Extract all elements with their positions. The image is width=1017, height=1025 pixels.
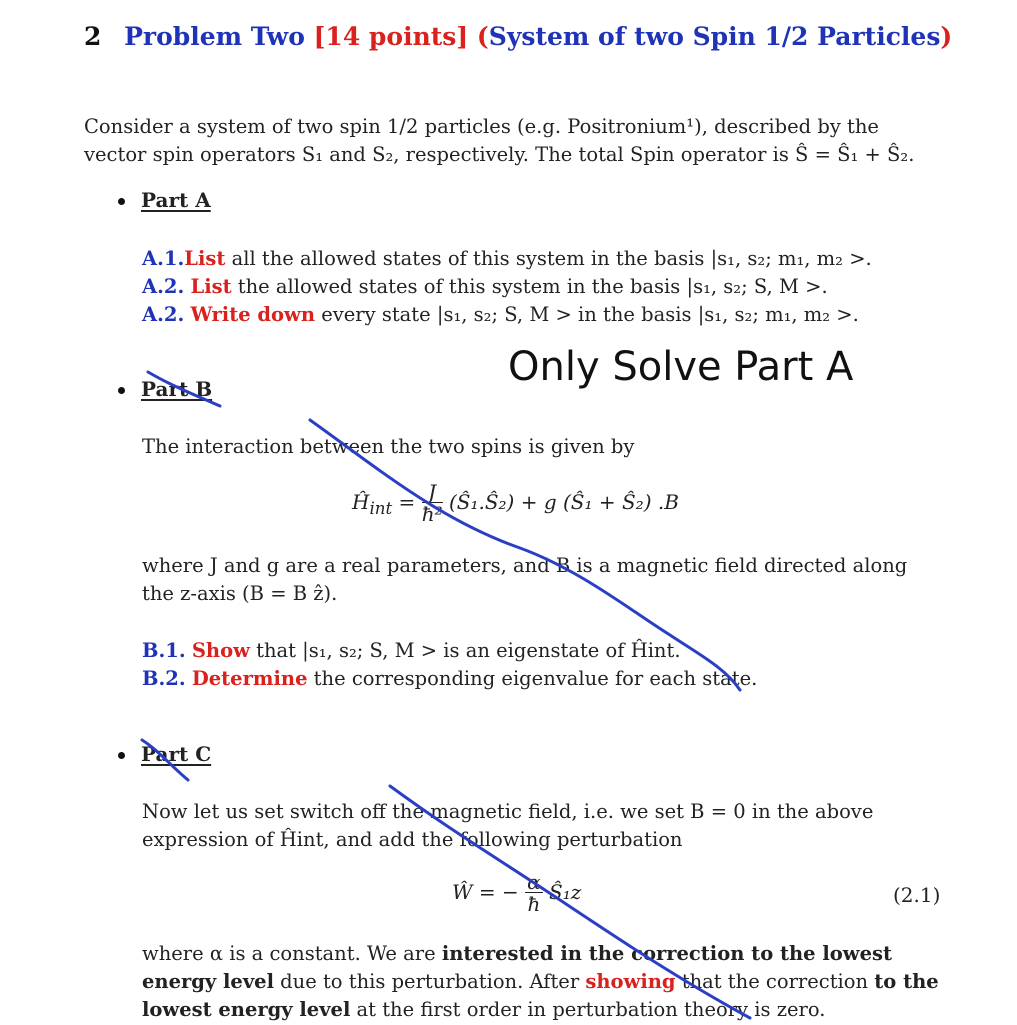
part-b-label: Part B [141,377,213,401]
problem-subtitle: System of two Spin 1/2 Particles [488,22,941,51]
item-verb: Determine [191,667,308,690]
eq-fraction [525,872,543,915]
text-run: where α is a constant. We are [142,942,442,965]
text-run: due to this perturbation. After [273,970,586,993]
item-text: every state |s₁, s₂; S, M > in the basis |s₁, s₂; m₁, m₂ >. [315,303,859,326]
part-b-where-2: the z-axis (B = B ẑ). [142,582,338,605]
problem-heading [84,22,952,51]
eq-frac-denominator: ħ [527,892,541,916]
part-a-item-3 [142,301,859,330]
bullet-dot [118,198,125,205]
equation-number: (2.1) [893,883,941,907]
part-c-line-1: Now let us set switch off the magnetic field, i.e. we set B = 0 in the above [142,800,874,823]
item-text: the corresponding eigenvalue for each state. [307,667,758,690]
problem-points: [14 points] [313,22,469,51]
perturbation-equation [452,872,581,915]
eq-rhs: (Ŝ₁.Ŝ₂) + g (Ŝ₁ + Ŝ₂) .B [448,490,679,514]
eq-lhs: Ĥ [352,490,370,514]
item-number: A.2. [142,275,185,298]
eq-fraction [422,482,443,525]
item-text: that |s₁, s₂; S, M > is an eigenstate of Ĥint. [249,639,681,662]
text-run-bold: to the [874,970,939,993]
intro-line-1: Consider a system of two spin 1/2 particles (e.g. Positronium¹), described by the [84,115,879,138]
item-verb: Show [191,639,250,662]
item-number: B.1. [142,639,186,662]
part-b-item-1 [142,637,681,666]
part-b-where-1: where J and g are a real parameters, and B is a magnetic field directed along [142,554,908,577]
eq-frac-numerator: J [422,482,443,503]
part-b-intro: The interaction between the two spins is given by [142,435,635,458]
item-text: the allowed states of this system in the basis |s₁, s₂; S, M >. [231,275,828,298]
text-run-red: showing [585,970,676,993]
part-c-para-1 [142,940,892,969]
part-c-label: Part C [141,742,212,766]
part-a-label: Part A [141,188,211,212]
part-b-item-2 [142,665,757,694]
handwritten-note: Only Solve Part A [508,344,854,390]
text-run: that the correction [675,970,875,993]
eq-frac-numerator: α [527,870,541,894]
part-c-para-3 [142,996,825,1025]
item-number: B.2. [142,667,186,690]
part-a-heading [118,188,211,212]
item-verb: List [184,247,226,270]
text-run-bold: lowest energy level [142,998,351,1021]
bullet-dot [118,752,125,759]
item-verb: List [190,275,232,298]
eq-lhs-subscript: int [369,499,393,518]
item-text: all the allowed states of this system in the basis |s₁, s₂; m₁, m₂ >. [225,247,872,270]
item-number: A.2. [142,303,185,326]
part-b-heading [118,377,212,401]
text-run-bold: energy level [142,970,274,993]
eq-frac-denominator: ħ² [421,502,443,526]
text-run: at the first order in perturbation theory is zero. [350,998,826,1021]
paren-open: ( [476,22,489,51]
problem-number: 2 [84,22,102,51]
bullet-dot [118,387,125,394]
part-c-para-2 [142,968,939,997]
part-a-item-2 [142,273,828,302]
hamiltonian-equation: $Ĥ_{int}$ = $\frac{J}{\text{ħ²}}$ (Ŝ₁.Ŝ₂) + g (Ŝ₁ + Ŝ₂) .B [352,480,679,526]
eq-rhs: Ŝ₁z [549,880,582,904]
problem-title: Problem Two [124,22,305,51]
part-c-line-2: expression of Ĥint, and add the following perturbation [142,828,683,851]
item-number: A.1. [142,247,185,270]
item-verb: Write down [190,303,315,326]
part-a-item-1 [142,245,872,274]
part-c-heading [118,742,211,766]
text-run-bold: interested in the correction to the lowest [441,942,892,965]
eq-lhs: Ŵ = − [452,880,519,904]
intro-line-2: vector spin operators S₁ and S₂, respectively. The total Spin operator is Ŝ = Ŝ₁ + Ŝ₂. [84,143,915,166]
paren-close: ) [940,22,953,51]
